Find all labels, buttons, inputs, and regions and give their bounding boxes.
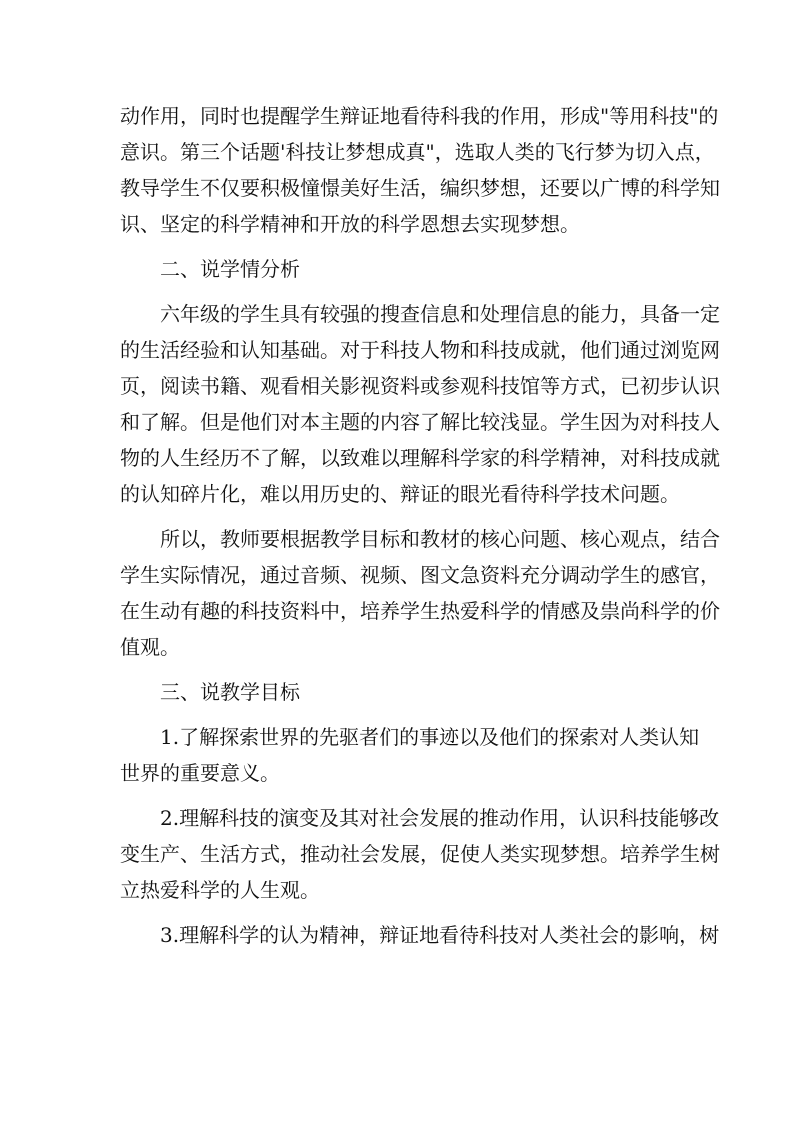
- text-line: 识、坚定的科学精神和开放的科学恩想去实现梦想。: [120, 212, 580, 236]
- text-line: 3.理解科学的认为精神，辩证地看待科技对人类社会的影响，树: [160, 923, 720, 947]
- text-line: 立热爱科学的人生观。: [120, 878, 320, 902]
- text-line: 在生动有趣的科技资料中，培养学生热爱科学的情感及祟尚科学的价: [120, 599, 720, 623]
- text-line: 动作用，同时也提醒学生辩证地看待科我的作用，形成"等用科技"的: [120, 104, 719, 128]
- paragraph-student-analysis: [120, 296, 720, 512]
- paragraph-intro-continuation: [120, 98, 720, 242]
- text-line: 1.了解探索世界的先驱者们的事迹以及他们的探索对人类认知: [160, 725, 700, 749]
- text-line: 2.理解科技的演变及其对社会发展的推动作用，认识科技能够改: [160, 806, 720, 830]
- text-line: 世界的重要意义。: [120, 761, 280, 785]
- section-heading-teaching-goals: [120, 674, 676, 710]
- text-line: 学生实际情况，通过音频、视频、图文急资料充分调动学生的感官，: [120, 563, 720, 587]
- heading-text: 二、说学情分析: [160, 257, 300, 281]
- section-heading-student-analysis: [120, 251, 676, 287]
- text-line: 的生活经验和认知基础。对于科技人物和科技成就，他们通过浏览网: [120, 338, 720, 362]
- paragraph-goal-3: [120, 917, 720, 953]
- text-line: 值观。: [120, 635, 180, 659]
- text-line: 物的人生经历不了解，以致难以理解科学家的科学精神，对科技成就: [120, 446, 720, 470]
- text-line: 和了解。但是他们对本主题的内容了解比较浅显。学生因为对科技人: [120, 410, 720, 434]
- paragraph-goal-2: [120, 800, 720, 908]
- text-line: 变生产、生活方式，推动社会发展，促使人类实现梦想。培养学生树: [120, 842, 720, 866]
- paragraph-goal-1: [120, 719, 700, 791]
- text-line: 所以，教师要根据教学目标和教材的核心问题、核心观点，结合: [160, 527, 720, 551]
- heading-text: 三、说教学目标: [160, 680, 300, 704]
- text-line: 六年级的学生具有较强的搜查信息和处理信息的能力，具备一定: [160, 302, 720, 326]
- text-line: 教导学生不仅要积极憧憬美好生活，编织梦想，还要以广博的科学知: [120, 176, 720, 200]
- paragraph-teacher-approach: [120, 521, 720, 665]
- text-line: 意识。第三个话题'科技让梦想成真"，选取人类的飞行梦为切入点，: [120, 140, 715, 164]
- text-line: 的认知碎片化，难以用历史的、辩证的眼光看待科学技术问题。: [120, 482, 680, 506]
- document-body: [120, 98, 720, 962]
- text-line: 页，阅读书籍、观看相关影视资料或参观科技馆等方式，已初步认识: [120, 374, 720, 398]
